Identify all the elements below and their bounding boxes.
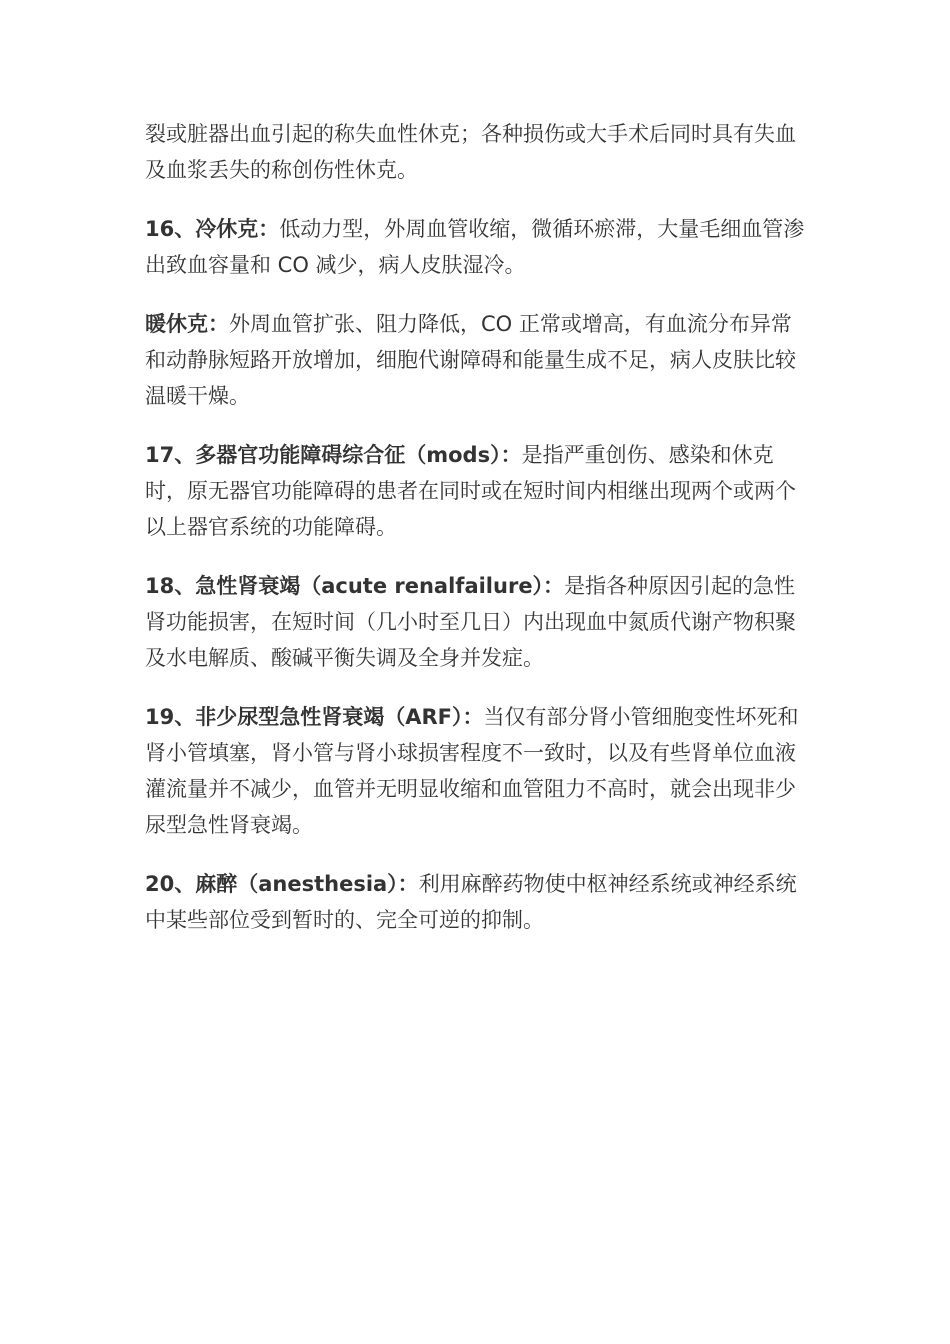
paragraph-mods — [145, 437, 810, 545]
paragraph-text: 是指严重创伤、感染和休克时，原无器官功能障碍的患者在同时或在短时间内相继出现两个或两个以上器官系统的功能障碍。 — [145, 443, 796, 539]
paragraph-nonoliguric-arf — [145, 699, 810, 843]
paragraph-text: 低动力型，外周血管收缩，微循环瘀滞，大量毛细血管渗出致血容量和 CO 减少，病人皮肤湿冷。 — [145, 217, 805, 277]
paragraph-text: 裂或脏器出血引起的称失血性休克；各种损伤或大手术后同时具有失血及血浆丢失的称创伤性休克。 — [145, 122, 796, 182]
paragraph-cold-shock — [145, 211, 810, 283]
term-acute-renal-failure: 18、急性肾衰竭（acute renalfailure）： — [145, 574, 565, 598]
paragraph-warm-shock — [145, 306, 810, 414]
paragraph-anesthesia — [145, 866, 810, 938]
term-anesthesia: 20、麻醉（anesthesia）： — [145, 872, 419, 896]
paragraph-text: 利用麻醉药物使中枢神经系统或神经系统中某些部位受到暂时的、完全可逆的抑制。 — [145, 872, 797, 932]
paragraph-text: 外周血管扩张、阻力降低，CO 正常或增高，有血流分布异常和动静脉短路开放增加，细胞代谢障碍和能量生成不足，病人皮肤比较温暖干燥。 — [145, 312, 796, 408]
term-warm-shock: 暖休克： — [145, 312, 229, 336]
paragraph-text: 当仅有部分肾小管细胞变性坏死和肾小管填塞，肾小管与肾小球损害程度不一致时，以及有些肾单位血液灌流量并不减少，血管并无明显收缩和血管阻力不高时，就会出现非少尿型急性肾衰竭。 — [145, 705, 799, 837]
term-nonoliguric-arf: 19、非少尿型急性肾衰竭（ARF）： — [145, 705, 484, 729]
term-cold-shock: 16、冷休克： — [145, 217, 280, 241]
term-mods: 17、多器官功能障碍综合征（mods）： — [145, 443, 522, 467]
paragraph-text: 是指各种原因引起的急性肾功能损害，在短时间（几小时至几日）内出现血中氮质代谢产物积聚及水电解质、酸碱平衡失调及全身并发症。 — [145, 574, 796, 670]
paragraph-acute-renal-failure — [145, 568, 810, 676]
document-body — [145, 116, 810, 961]
paragraph-shock-continuation — [145, 116, 810, 188]
